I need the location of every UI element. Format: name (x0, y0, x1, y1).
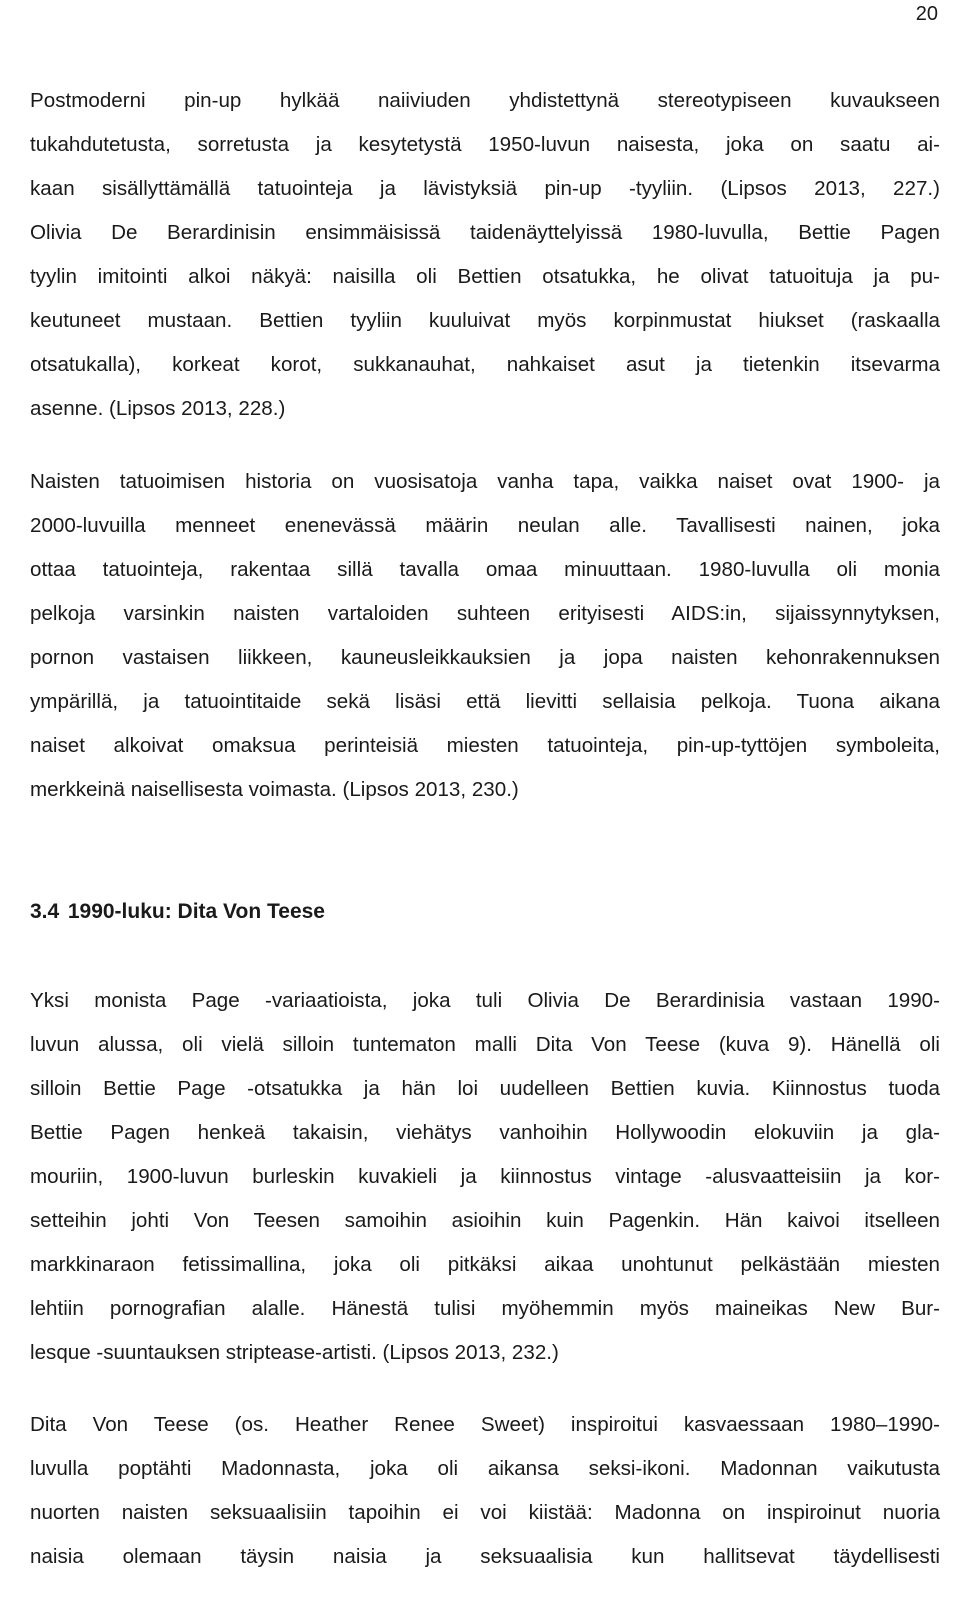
paragraph-line: 2000-luvuilla menneet enenevässä määrin neulan alle. Tavallisesti nainen, joka (30, 514, 940, 537)
paragraph-line: Olivia De Berardinisin ensimmäisissä taidenäyttelyissä 1980-luvulla, Bettie Pagen (30, 221, 940, 244)
paragraph-line: kaan sisällyttämällä tatuointeja ja lävistyksiä pin-up -tyyliin. (Lipsos 2013, 227.) (30, 177, 940, 200)
paragraph-line: pornon vastaisen liikkeen, kauneusleikkauksien ja jopa naisten kehonrakennuksen (30, 646, 940, 669)
paragraph-line: luvulla poptähti Madonnasta, joka oli aikansa seksi-ikoni. Madonnan vaikutusta (30, 1457, 940, 1480)
paragraph-1 (30, 79, 940, 431)
paragraph-line: Dita Von Teese (os. Heather Renee Sweet) inspiroitui kasvaessaan 1980–1990- (30, 1413, 940, 1436)
paragraph-line: naisia olemaan täysin naisia ja seksuaalisia kun hallitsevat täydellisesti (30, 1545, 940, 1568)
paragraph-line: asenne. (Lipsos 2013, 228.) (30, 397, 286, 420)
paragraph-line: merkkeinä naisellisesta voimasta. (Lipsos 2013, 230.) (30, 778, 519, 801)
paragraph-line: ympärillä, ja tatuointitaide sekä lisäsi että lievitti sellaisia pelkoja. Tuona aikana (30, 690, 940, 713)
paragraph-line: keutuneet mustaan. Bettien tyyliin kuuluivat myös korpinmustat hiukset (raskaalla (30, 309, 940, 332)
paragraph-2 (30, 460, 940, 812)
paragraph-line: mouriin, 1900-luvun burleskin kuvakieli ja kiinnostus vintage -alusvaatteisiin ja kor- (30, 1165, 940, 1188)
section-number: 3.4 (30, 900, 60, 923)
paragraph-line: nuorten naisten seksuaalisiin tapoihin ei voi kiistää: Madonna on inspiroinut nuoria (30, 1501, 940, 1524)
paragraph-line: Postmoderni pin-up hylkää naiiviuden yhdistettynä stereotypiseen kuvaukseen (30, 89, 940, 112)
paragraph-line: tukahdutetusta, sorretusta ja kesytetystä 1950-luvun naisesta, joka on saatu ai- (30, 133, 940, 156)
paragraph-line: luvun alussa, oli vielä silloin tuntematon malli Dita Von Teese (kuva 9). Hänellä oli (30, 1033, 940, 1056)
paragraph-line: lesque -suuntauksen striptease-artisti. (Lipsos 2013, 232.) (30, 1341, 559, 1364)
paragraph-line: Bettie Pagen henkeä takaisin, viehätys vanhoihin Hollywoodin elokuviin ja gla- (30, 1121, 940, 1144)
paragraph-line: setteihin johti Von Teesen samoihin asioihin kuin Pagenkin. Hän kaivoi itselleen (30, 1209, 940, 1232)
page-number: 20 (915, 3, 938, 25)
section-heading (30, 894, 325, 930)
paragraph-line: naiset alkoivat omaksua perinteisiä miesten tatuointeja, pin-up-tyttöjen symboleita, (30, 734, 940, 757)
paragraph-line: pelkoja varsinkin naisten vartaloiden suhteen erityisesti AIDS:in, sijaissynnytyksen, (30, 602, 940, 625)
paragraph-3 (30, 979, 940, 1375)
paragraph-4 (30, 1403, 940, 1579)
paragraph-line: otsatukalla), korkeat korot, sukkanauhat, nahkaiset asut ja tietenkin itsevarma (30, 353, 940, 376)
paragraph-line: silloin Bettie Page -otsatukka ja hän loi uudelleen Bettien kuvia. Kiinnostus tuoda (30, 1077, 940, 1100)
section-title: 1990-luku: Dita Von Teese (67, 900, 325, 923)
paragraph-line: tyylin imitointi alkoi näkyä: naisilla oli Bettien otsatukka, he olivat tatuoituja ja pu- (30, 265, 940, 288)
paragraph-line: lehtiin pornografian alalle. Hänestä tulisi myöhemmin myös maineikas New Bur- (30, 1297, 940, 1320)
paragraph-line: ottaa tatuointeja, rakentaa sillä tavalla omaa minuuttaan. 1980-luvulla oli monia (30, 558, 940, 581)
paragraph-line: Yksi monista Page -variaatioista, joka tuli Olivia De Berardinisia vastaan 1990- (30, 989, 940, 1012)
paragraph-line: markkinaraon fetissimallina, joka oli pitkäksi aikaa unohtunut pelkästään miesten (30, 1253, 940, 1276)
paragraph-line: Naisten tatuoimisen historia on vuosisatoja vanha tapa, vaikka naiset ovat 1900- ja (30, 470, 940, 493)
